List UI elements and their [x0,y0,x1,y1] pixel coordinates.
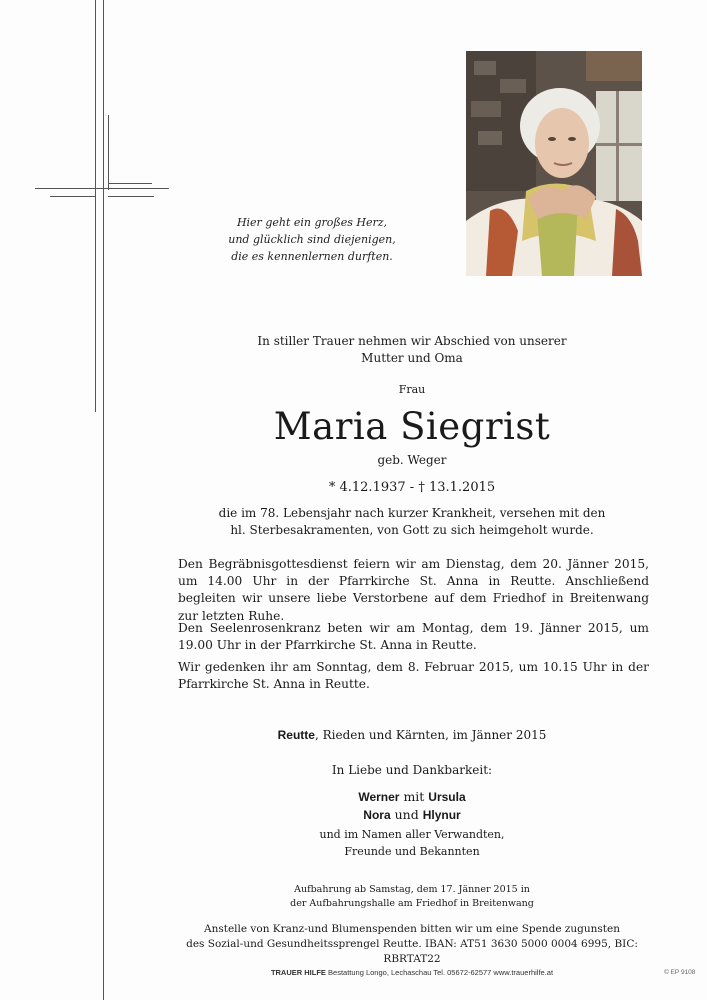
frame-vertical-line-inner [103,0,104,1000]
place-date-line [175,728,649,742]
mourner-name-4: Hlynur [422,808,461,822]
date-separator: - [409,480,415,495]
document-code: © EP 9108 [664,969,696,976]
mourner-name-2: Ursula [428,790,466,804]
mourners-line-2 [175,806,649,824]
maiden-name: geb. Weger [377,453,447,467]
mourners-names [175,788,649,824]
deceased-name: Maria Siegrist [273,405,551,448]
intro-line-1: In stiller Trauer nehmen wir Abschied von unserer [257,334,567,348]
funeral-paragraph: Den Begräbnisgottesdienst feiern wir am Dienstag, dem 20. Jänner 2015, um 14.00 Uhr in der Pfarrkirche St. Anna in Reutte. Anschließend begleiten wir unsere liebe Verstorbene auf dem Friedhof in Breitenwang zur letzten Ruhe. [178,557,649,623]
aufbahrung-line-2: der Aufbahrungshalle am Friedhof in Breitenwang [290,898,534,909]
quote-line-3: die es kennenlernen durften. [231,250,393,263]
death-info-line-2: hl. Sterbesakramenten, von Gott zu sich heimgeholt wurde. [230,523,594,537]
funeral-home-footer [175,968,649,977]
mourners-line-1 [175,788,649,806]
portrait-photo [466,51,642,276]
frame-vertical-line-outer [95,0,96,412]
mourner-joiner-1: mit [399,789,429,804]
life-dates [175,480,649,495]
intro-line-2: Mutter und Oma [361,351,463,365]
cross-arm-line-bottom-left [50,196,96,197]
relatives-text [175,826,649,860]
mourner-joiner-2: und [390,807,423,822]
donation-line-2: des Sozial-und Gesundheitssprengel Reutte. IBAN: AT51 3630 5000 0004 6995, BIC: RBRTAT22 [186,938,638,965]
place-bold: Reutte [277,728,315,742]
intro-text [175,333,649,367]
rosary-paragraph: Den Seelenrosenkranz beten wir am Montag, dem 19. Jänner 2015, um 19.00 Uhr in der Pfarrkirche St. Anna in Reutte. [178,621,649,653]
death-date: † 13.1.2015 [418,480,496,495]
portrait-illustration [466,51,642,276]
aufbahrung-line-1: Aufbahrung ab Samstag, dem 17. Jänner 2015 in [294,884,530,895]
dankbarkeit-line: In Liebe und Dankbarkeit: [331,763,493,777]
place-rest: , Rieden und Kärnten, im Jänner 2015 [314,728,547,742]
footer-contact: Bestattung Longo, Lechaschau Tel. 05672-62577 www.trauerhilfe.at [325,968,554,977]
cross-arm-line-bottom-right [108,196,154,197]
aufbahrung-notice [175,883,649,911]
death-info [175,505,649,539]
quote-line-1: Hier geht ein großes Herz, [236,216,388,229]
mourner-name-1: Werner [358,790,400,804]
cross-upper-right-line [108,115,109,190]
relatives-line-2: Freunde und Bekannten [344,845,480,858]
memorial-quote [222,214,402,265]
quote-line-2: und glücklich sind diejenigen, [228,233,396,246]
memorial-mass-paragraph: Wir gedenken ihr am Sonntag, dem 8. Februar 2015, um 10.15 Uhr in der Pfarrkirche St. Anna in Reutte. [178,660,649,692]
cross-arm-line-top [35,188,169,189]
donation-line-1: Anstelle von Kranz-und Blumenspenden bitten wir um eine Spende zugunsten [204,923,620,935]
donation-notice [175,922,649,967]
mourner-name-3: Nora [363,808,391,822]
cross-right-tick [108,183,152,184]
salutation: Frau [398,383,426,396]
death-info-line-1: die im 78. Lebensjahr nach kurzer Krankheit, versehen mit den [218,506,606,520]
relatives-line-1: und im Namen aller Verwandten, [319,828,505,841]
birth-date: * 4.12.1937 [328,480,406,495]
footer-brand: TRAUER HILFE [270,968,326,977]
